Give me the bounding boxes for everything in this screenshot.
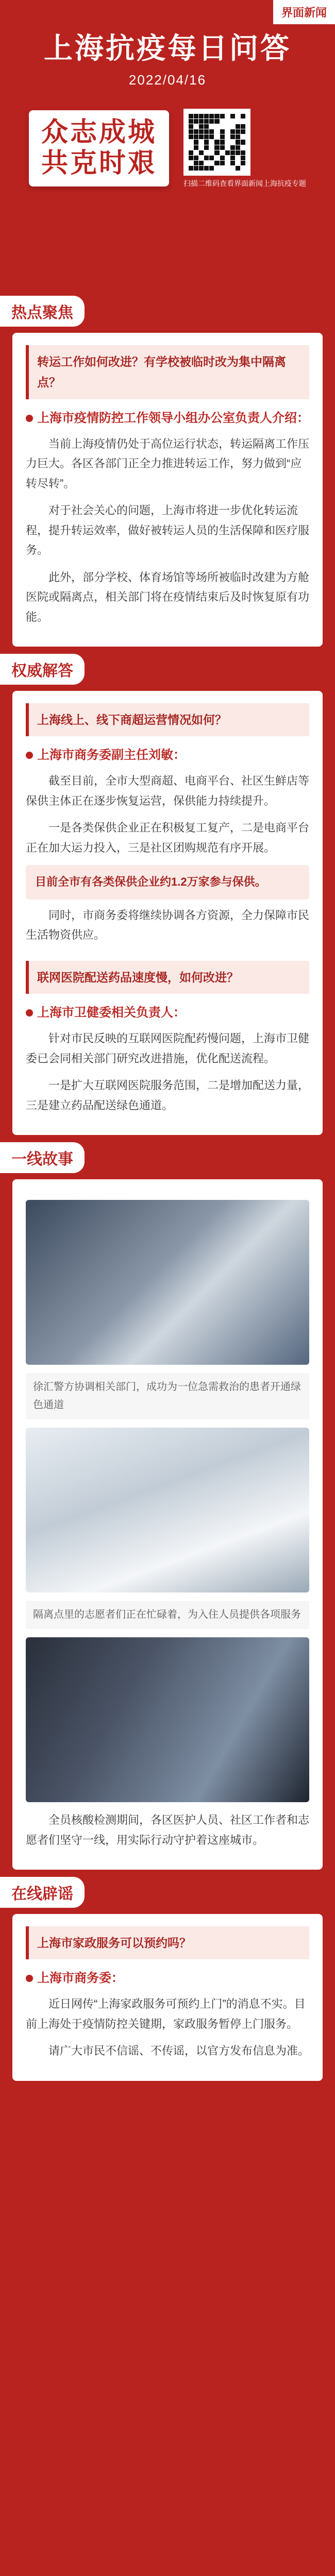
- qr-cell: [199, 134, 204, 139]
- slogan-line-2: 共克时艰: [41, 148, 157, 179]
- qr-cell: [230, 145, 235, 150]
- qr-cell: [230, 129, 235, 134]
- qr-cell: [241, 150, 245, 155]
- qr-cell: [225, 134, 230, 139]
- qr-cell: [204, 140, 209, 144]
- question-4: 上海市家政服务可以预约吗？: [26, 1926, 309, 1959]
- qr-cell: [236, 166, 240, 171]
- question-2: 上海线上、线下商超运营情况如何？: [26, 703, 309, 736]
- qr-cell: [236, 124, 240, 129]
- qr-cell: [230, 134, 235, 139]
- qr-cell: [241, 140, 245, 144]
- qr-cell: [214, 124, 219, 129]
- qr-cell: [241, 119, 245, 124]
- qr-cell: [209, 124, 214, 129]
- paragraph: 近日网传“上海家政服务可预约上门”的消息不实。目前上海处于疫情防控关键期，家政服务暂停上门服务。: [26, 1997, 306, 2030]
- qr-cell: [194, 150, 198, 155]
- bullet-icon: [26, 415, 33, 422]
- card-q1: [12, 333, 323, 647]
- story-photo: [26, 1428, 309, 1592]
- qr-cell: [225, 145, 230, 150]
- paragraph: 一是扩大互联网医院服务范围，二是增加配送力量，三是建立药品配送绿色通道。: [26, 1079, 310, 1112]
- qr-cell: [189, 114, 193, 118]
- qr-cell: [236, 119, 240, 124]
- paragraph: 针对市民反映的互联网医院配药慢问题，上海市卫健委已会同相关部门研究改进措施，优化配送流程。: [26, 1032, 310, 1065]
- qr-cell: [230, 166, 235, 171]
- qr-cell: [209, 129, 214, 134]
- qr-cell: [194, 166, 198, 171]
- section-label-online: 在线辟谣: [0, 1877, 85, 1908]
- qr-cell: [241, 145, 245, 150]
- photo-caption: 徐汇警方协调相关部门，成功为一位急需救治的患者开通绿色通道: [26, 1373, 309, 1419]
- speaker-1: 上海市疫情防控工作领导小组办公室负责人介绍：: [26, 408, 309, 429]
- paragraph: 请广大市民不信谣、不传谣，以官方发布信息为准。: [48, 2044, 310, 2058]
- qr-block[interactable]: [183, 109, 306, 188]
- page-title: 上海抗疫每日问答: [44, 32, 291, 64]
- qr-cell: [209, 114, 214, 118]
- qr-cell: [214, 129, 219, 134]
- speaker-4: 上海市商务委：: [26, 1968, 309, 1989]
- qr-cell: [214, 166, 219, 171]
- qr-cell: [199, 124, 204, 129]
- qr-cell: [199, 114, 204, 118]
- paragraph: 对于社会关心的问题，上海市将进一步优化转运流程，提升转运效率，做好被转运人员的生活保障和医疗服务。: [26, 504, 310, 556]
- qr-cell: [225, 166, 230, 171]
- qr-cell: [189, 166, 193, 171]
- section-label-frontline: 一线故事: [0, 1142, 85, 1173]
- speaker-3: 上海市卫健委相关负责人：: [26, 1002, 309, 1024]
- qr-cell: [214, 114, 219, 118]
- qr-cell: [189, 119, 193, 124]
- qr-code-icon[interactable]: [183, 109, 250, 176]
- qr-cell: [225, 161, 230, 165]
- qr-cell: [189, 145, 193, 150]
- section-hot: [0, 289, 335, 647]
- bullet-icon: [26, 1009, 33, 1016]
- section-authority: [0, 647, 335, 1135]
- qr-cell: [199, 145, 204, 150]
- qr-cell: [194, 140, 198, 144]
- qr-cell: [230, 119, 235, 124]
- qr-cell: [209, 140, 214, 144]
- qr-cell: [236, 114, 240, 118]
- qr-cell: [209, 145, 214, 150]
- qr-cell: [241, 124, 245, 129]
- section-label-hot: 热点聚焦: [0, 296, 85, 327]
- paragraph: 同时，市商务委将继续协调各方资源，全力保障市民生活物资供应。: [26, 908, 310, 942]
- qr-cell: [189, 140, 193, 144]
- photo-caption: 隔离点里的志愿者们正在忙碌着，为入住人员提供各项服务: [26, 1601, 309, 1629]
- qr-cell: [199, 140, 204, 144]
- section-frontline: [0, 1135, 335, 1870]
- qr-cell: [220, 114, 225, 118]
- highlight-box: 目前全市有各类保供企业约1.2万家参与保供。: [26, 865, 309, 900]
- qr-cell: [241, 166, 245, 171]
- qr-cell: [204, 129, 209, 134]
- qr-cell: [189, 134, 193, 139]
- qr-caption: 扫描二维码查看界面新闻上海抗疫专题: [183, 179, 306, 188]
- qr-cell: [236, 161, 240, 165]
- qr-cell: [225, 140, 230, 144]
- qr-cell: [199, 161, 204, 165]
- qr-cell: [241, 161, 245, 165]
- qr-cell: [230, 140, 235, 144]
- qr-cell: [230, 124, 235, 129]
- qr-cell: [230, 156, 235, 160]
- qr-cell: [189, 150, 193, 155]
- qr-cell: [194, 134, 198, 139]
- card-q2: [12, 691, 323, 1135]
- qr-cell: [204, 114, 209, 118]
- qr-cell: [204, 166, 209, 171]
- qr-cell: [241, 134, 245, 139]
- qr-cell: [189, 161, 193, 165]
- qr-cell: [204, 134, 209, 139]
- qr-cell: [241, 114, 245, 118]
- qr-cell: [220, 150, 225, 155]
- story-photo: [26, 1637, 309, 1802]
- qr-cell: [204, 150, 209, 155]
- date-label: 2022/04/16: [128, 72, 207, 88]
- qr-cell: [199, 150, 204, 155]
- paragraph: 一是各类保供企业正在积极复工复产，二是电商平台正在加大运力投入，三是社区团购规范有序开展。: [26, 821, 310, 854]
- header: [0, 0, 335, 289]
- qr-cell: [225, 119, 230, 124]
- qr-cell: [220, 124, 225, 129]
- qr-cell: [204, 119, 209, 124]
- paragraph: 全员核酸检测期间，各区医护人员、社区工作者和志愿者们坚守一线，用实际行动守护着这座城市。: [26, 1814, 310, 1846]
- qr-cell: [236, 156, 240, 160]
- qr-cell: [194, 156, 198, 160]
- qr-cell: [241, 156, 245, 160]
- qr-cell: [225, 150, 230, 155]
- qr-cell: [214, 140, 219, 144]
- qr-cell: [194, 161, 198, 165]
- card-story: [12, 1179, 323, 1870]
- paragraph: 截至目前，全市大型商超、电商平台、社区生鲜店等保供主体正在逐步恢复运营，保供能力持续提升。: [26, 774, 310, 807]
- slogan-line-1: 众志成城: [41, 117, 157, 148]
- section-online: [0, 1870, 335, 2081]
- qr-cell: [214, 150, 219, 155]
- section-label-authority: 权威解答: [0, 654, 85, 685]
- qr-cell: [220, 156, 225, 160]
- speaker-2: 上海市商务委副主任刘敏：: [26, 744, 309, 766]
- paragraph: 当前上海疫情仍处于高位运行状态，转运隔离工作压力巨大。各区各部门正全力推进转运工作，努力做到“应转尽转”。: [26, 437, 310, 490]
- qr-cell: [230, 161, 235, 165]
- qr-cell: [236, 140, 240, 144]
- qr-cell: [230, 150, 235, 155]
- qr-cell: [214, 156, 219, 160]
- qr-cell: [236, 129, 240, 134]
- brand-tag: 界面新闻: [273, 0, 335, 24]
- qr-cell: [220, 140, 225, 144]
- qr-cell: [199, 119, 204, 124]
- qr-cell: [209, 119, 214, 124]
- question-3: 联网医院配送药品速度慢，如何改进？: [26, 961, 309, 994]
- qr-cell: [225, 129, 230, 134]
- story-photo: [26, 1200, 309, 1365]
- qr-cell: [204, 161, 209, 165]
- qr-cell: [214, 145, 219, 150]
- question-1: 转运工作如何改进？有学校被临时改为集中隔离点？: [26, 345, 309, 399]
- qr-cell: [225, 156, 230, 160]
- qr-cell: [204, 145, 209, 150]
- qr-cell: [220, 166, 225, 171]
- qr-cell: [220, 145, 225, 150]
- qr-cell: [220, 129, 225, 134]
- qr-cell: [199, 166, 204, 171]
- qr-cell: [214, 119, 219, 124]
- qr-cell: [209, 161, 214, 165]
- qr-cell: [194, 145, 198, 150]
- qr-cell: [204, 124, 209, 129]
- qr-cell: [194, 119, 198, 124]
- qr-cell: [230, 114, 235, 118]
- qr-cell: [220, 134, 225, 139]
- paragraph: 此外，部分学校、体育场馆等场所被临时改建为方舱医院或隔离点，相关部门将在疫情结束后及时恢复原有功能。: [26, 570, 310, 623]
- qr-cell: [204, 156, 209, 160]
- qr-cell: [225, 114, 230, 118]
- bullet-icon: [26, 1975, 33, 1982]
- qr-cell: [199, 129, 204, 134]
- qr-cell: [209, 166, 214, 171]
- qr-cell: [214, 161, 219, 165]
- slogan-row: [15, 109, 320, 188]
- qr-cell: [236, 150, 240, 155]
- slogan-box: [29, 110, 169, 187]
- qr-cell: [194, 124, 198, 129]
- qr-cell: [236, 145, 240, 150]
- qr-cell: [209, 134, 214, 139]
- qr-cell: [199, 156, 204, 160]
- bullet-icon: [26, 752, 33, 759]
- qr-cell: [220, 161, 225, 165]
- qr-cell: [189, 129, 193, 134]
- qr-cell: [189, 156, 193, 160]
- qr-cell: [189, 124, 193, 129]
- qr-cell: [241, 129, 245, 134]
- qr-cell: [214, 134, 219, 139]
- qr-cell: [194, 129, 198, 134]
- qr-cell: [194, 114, 198, 118]
- qr-cell: [209, 156, 214, 160]
- qr-cell: [220, 119, 225, 124]
- card-rumor: [12, 1914, 323, 2081]
- qr-cell: [209, 150, 214, 155]
- qr-cell: [236, 134, 240, 139]
- qr-cell: [225, 124, 230, 129]
